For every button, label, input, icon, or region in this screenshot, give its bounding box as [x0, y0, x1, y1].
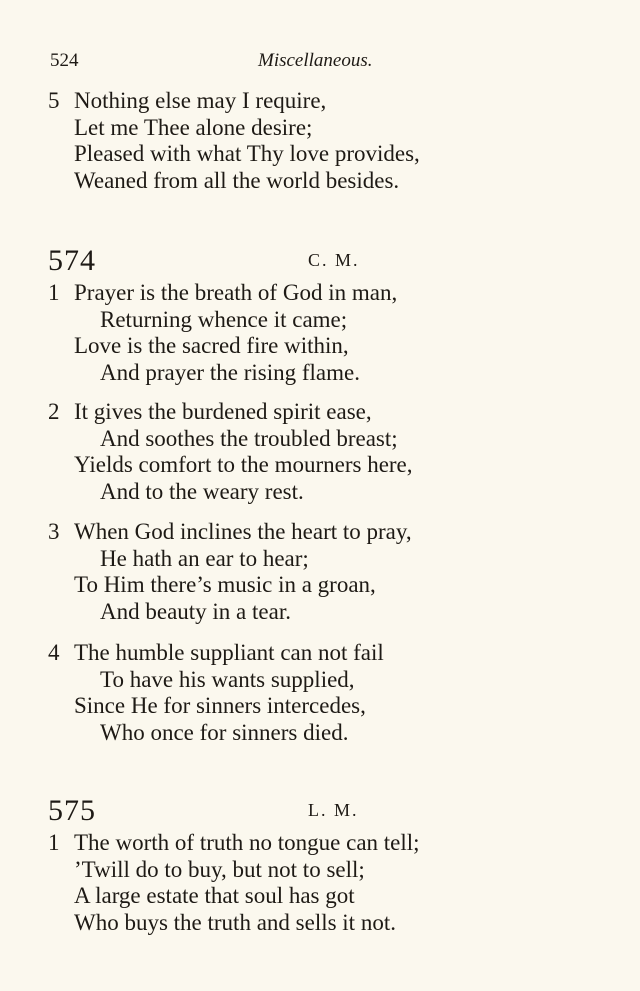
verse-line: To have his wants supplied, — [100, 666, 355, 692]
verse-line: Pleased with what Thy love provides, — [74, 141, 420, 166]
hymn-575-verse-1 — [48, 830, 548, 936]
verse-number: 1 — [48, 280, 60, 305]
verse-line: Who once for sinners died. — [100, 719, 349, 745]
verse-number: 3 — [48, 519, 60, 544]
verse-line: And prayer the rising flame. — [100, 359, 360, 385]
hymn-574-verse-1 — [48, 280, 548, 386]
verse-line: 5 Nothing else may I require, — [48, 88, 327, 113]
verse-line: Love is the sacred fire within, — [74, 333, 349, 358]
verse-line: And beauty in a tear. — [100, 598, 291, 624]
verse-line: He hath an ear to hear; — [100, 545, 309, 571]
page-header — [0, 50, 640, 76]
running-title: Miscellaneous. — [258, 50, 373, 71]
verse-number: 5 — [48, 88, 60, 113]
verse-line: 1 Prayer is the breath of God in man, — [48, 280, 398, 305]
verse-number: 4 — [48, 640, 60, 665]
hymn-meter: L. M. — [308, 800, 359, 820]
verse-line: And soothes the troubled breast; — [100, 425, 398, 451]
hymn-number: 575 — [48, 794, 96, 827]
verse-line: To Him there’s music in a groan, — [74, 572, 376, 597]
hymn-574-verse-2 — [48, 399, 548, 505]
hymn-number: 574 — [48, 244, 96, 277]
verse-line: Let me Thee alone desire; — [74, 114, 313, 140]
verse-line: 3 When God inclines the heart to pray, — [48, 519, 412, 544]
verse-line: Weaned from all the world besides. — [74, 167, 400, 193]
verse-line: 4 The humble suppliant can not fail — [48, 640, 384, 665]
verse-line: A large estate that soul has got — [74, 883, 355, 908]
verse-line: Returning whence it came; — [100, 306, 348, 332]
hymn-574-verse-3 — [48, 519, 548, 625]
hymn-574-heading — [48, 244, 588, 277]
page-number: 524 — [50, 50, 79, 71]
verse-number: 1 — [48, 830, 60, 855]
verse-continued-5 — [48, 88, 548, 194]
hymn-575-heading — [48, 794, 588, 827]
verse-line: Since He for sinners intercedes, — [74, 693, 366, 718]
verse-line: 1 The worth of truth no tongue can tell; — [48, 830, 420, 855]
verse-line: Yields comfort to the mourners here, — [74, 452, 413, 477]
hymn-meter: C. M. — [308, 250, 360, 270]
verse-number: 2 — [48, 399, 60, 424]
hymn-574-verse-4 — [48, 640, 548, 746]
verse-line: Who buys the truth and sells it not. — [74, 909, 396, 935]
verse-line: ’Twill do to buy, but not to sell; — [74, 856, 365, 882]
verse-line: 2 It gives the burdened spirit ease, — [48, 399, 372, 424]
verse-line: And to the weary rest. — [100, 478, 304, 504]
